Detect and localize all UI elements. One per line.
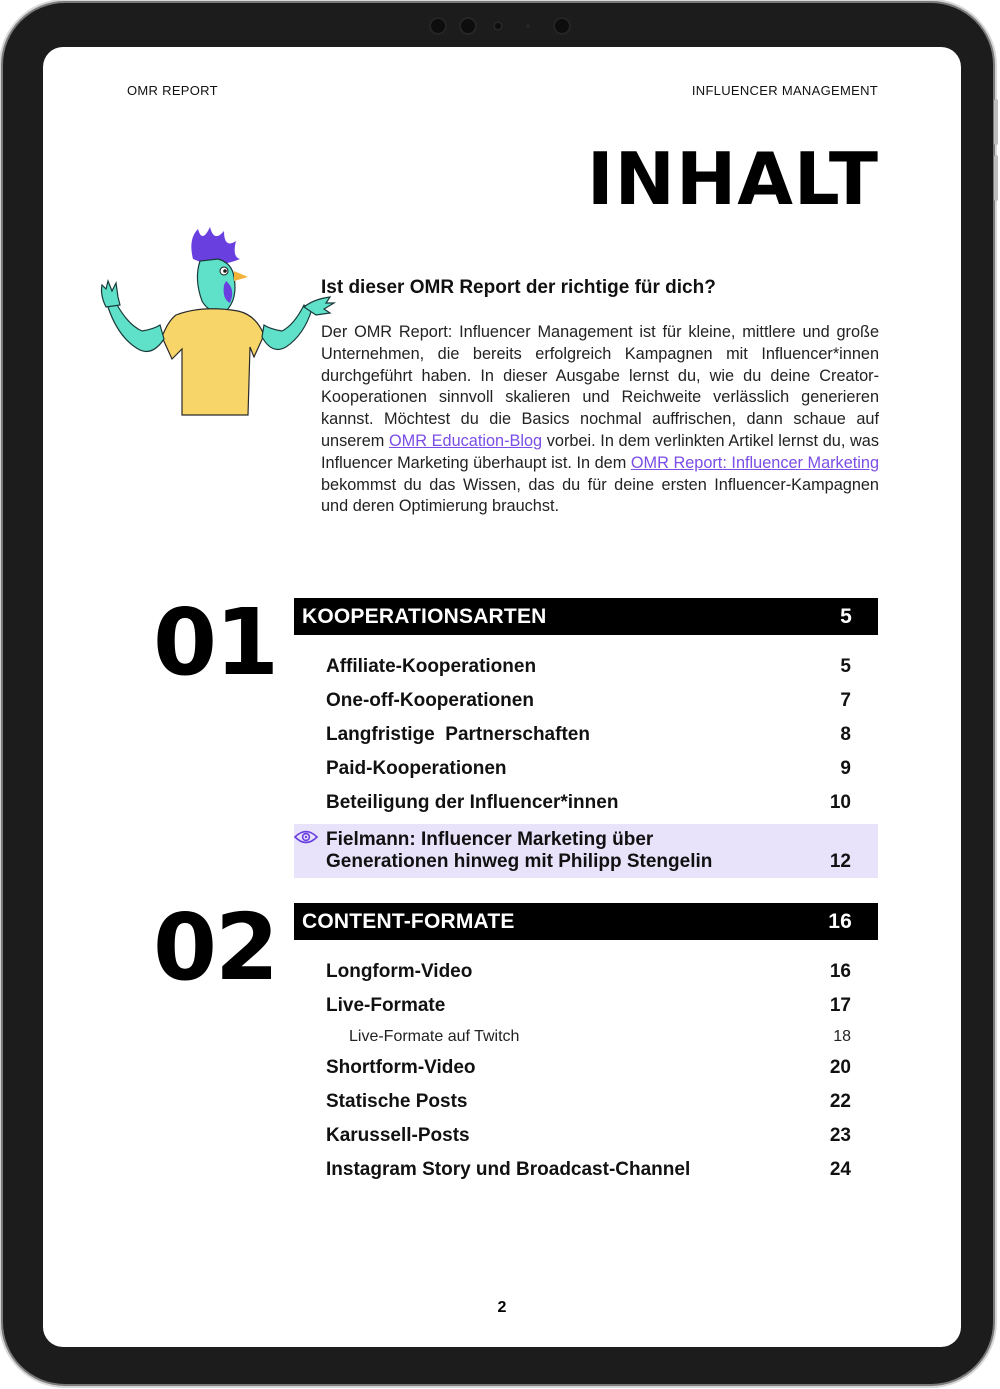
toc-item-label: One-off-Kooperationen [326, 690, 534, 711]
toc-item-live-formate[interactable] [294, 989, 878, 1023]
section-title: CONTENT-FORMATE [302, 909, 515, 933]
section-number-02: 02 [153, 894, 278, 1001]
header-right: INFLUENCER MANAGEMENT [691, 83, 878, 98]
section-number-01: 01 [153, 589, 278, 696]
page-number: 2 [497, 1299, 507, 1316]
toc-subitem-twitch[interactable] [294, 1023, 878, 1051]
toc-item-label: Karussell-Posts [326, 1125, 470, 1146]
section-page: 16 [828, 909, 852, 933]
toc-item-label: Live-Formate auf Twitch [349, 1028, 520, 1045]
toc-item-page: 5 [840, 656, 851, 677]
section-page: 5 [840, 604, 852, 628]
toc-item-fielmann-highlight[interactable] [294, 824, 878, 878]
toc-item-label: Instagram Story und Broadcast-Channel [326, 1159, 691, 1180]
toc-item-paid[interactable] [294, 752, 878, 786]
omr-education-blog-link[interactable]: OMR Education-Blog [389, 431, 543, 450]
header-left: OMR REPORT [127, 83, 218, 98]
toc-item-page: 8 [840, 724, 851, 745]
toc-item-page: 20 [829, 1057, 851, 1078]
toc-item-page: 16 [829, 961, 851, 982]
sensor-icon [493, 21, 503, 31]
highlight-line-1: Fielmann: Influencer Marketing über [326, 829, 654, 850]
toc-item-page: 23 [829, 1125, 851, 1146]
toc-item-page: 24 [829, 1159, 851, 1180]
volume-up-button [994, 99, 998, 145]
eye-icon [294, 829, 318, 845]
section-header-content-formate[interactable] [294, 903, 878, 940]
section-title: KOOPERATIONSARTEN [302, 604, 547, 628]
intro-text-2: vorbei. In dem verlinkten Artikel lernst du, was Influencer Marketing überhaupt ist. In dem [321, 431, 879, 472]
omr-report-influencer-marketing-link[interactable]: OMR Report: Influencer Marketing [630, 453, 880, 472]
toc-item-label: Live-Formate [326, 995, 446, 1016]
toc-item-label: Statische Posts [326, 1091, 468, 1112]
toc-item-longform[interactable] [294, 955, 878, 989]
highlight-line-2: Generationen hinweg mit Philipp Stengelin [326, 851, 713, 872]
toc-item-affiliate[interactable] [294, 650, 878, 684]
toc-list-section-01 [294, 650, 878, 878]
toc-item-page: 12 [829, 851, 851, 872]
intro-heading: Ist dieser OMR Report der richtige für dich? [321, 277, 716, 298]
toc-item-one-off[interactable] [294, 684, 878, 718]
toc-item-page: 10 [829, 792, 851, 813]
toc-list-section-02 [294, 955, 878, 1187]
intro-text-3: bekommst du das Wissen, das du für deine ersten Influencer-Kampagnen und deren Optimierung brauchst. [321, 475, 879, 516]
section-header-kooperationsarten[interactable] [294, 598, 878, 635]
sensor-dot-icon [526, 24, 530, 28]
camera-lens-icon [429, 17, 447, 35]
toc-item-label: Beteiligung der Influencer*innen [326, 792, 619, 813]
intro-paragraph [321, 322, 879, 518]
toc-item-label: Langfristige Partnerschaften [326, 724, 590, 745]
toc-item-shortform[interactable] [294, 1051, 878, 1085]
toc-item-label: Longform-Video [326, 961, 473, 982]
toc-item-page: 22 [829, 1091, 851, 1112]
toc-item-label: Shortform-Video [326, 1057, 476, 1078]
toc-item-statische-posts[interactable] [294, 1085, 878, 1119]
toc-item-instagram-story[interactable] [294, 1153, 878, 1187]
toc-item-page: 9 [840, 758, 851, 779]
camera-lens-icon [459, 17, 477, 35]
tablet-frame [3, 3, 993, 1384]
toc-item-beteiligung[interactable] [294, 786, 878, 820]
camera-bar [413, 15, 583, 37]
toc-item-langfristige[interactable] [294, 718, 878, 752]
toc-item-label: Affiliate-Kooperationen [326, 656, 537, 677]
volume-down-button [994, 155, 998, 201]
page-title: INHALT [586, 137, 879, 221]
document-page[interactable] [43, 47, 961, 1347]
toc-item-page: 18 [833, 1028, 851, 1045]
toc-item-karussell[interactable] [294, 1119, 878, 1153]
toc-item-page: 17 [829, 995, 851, 1016]
rooster-mascot-icon [98, 219, 338, 419]
toc-item-label: Paid-Kooperationen [326, 758, 507, 779]
toc-item-page: 7 [840, 690, 851, 711]
toc-item-label [326, 829, 712, 873]
intro-text-1: Der OMR Report: Influencer Management ist für kleine, mittlere und große Unternehmen, die bereits erfolgreich Kampagnen mit Influencer*innen durchgeführt haben. In dieser Ausgabe lernst du, wie du deine Creator-Kooperationen sinnvoll skalieren und Reichweite verlässlich generieren kannst. Möchtest du die Basics nochmal auffrischen, dann schaue auf unserem [321, 323, 879, 450]
camera-lens-icon [553, 17, 571, 35]
